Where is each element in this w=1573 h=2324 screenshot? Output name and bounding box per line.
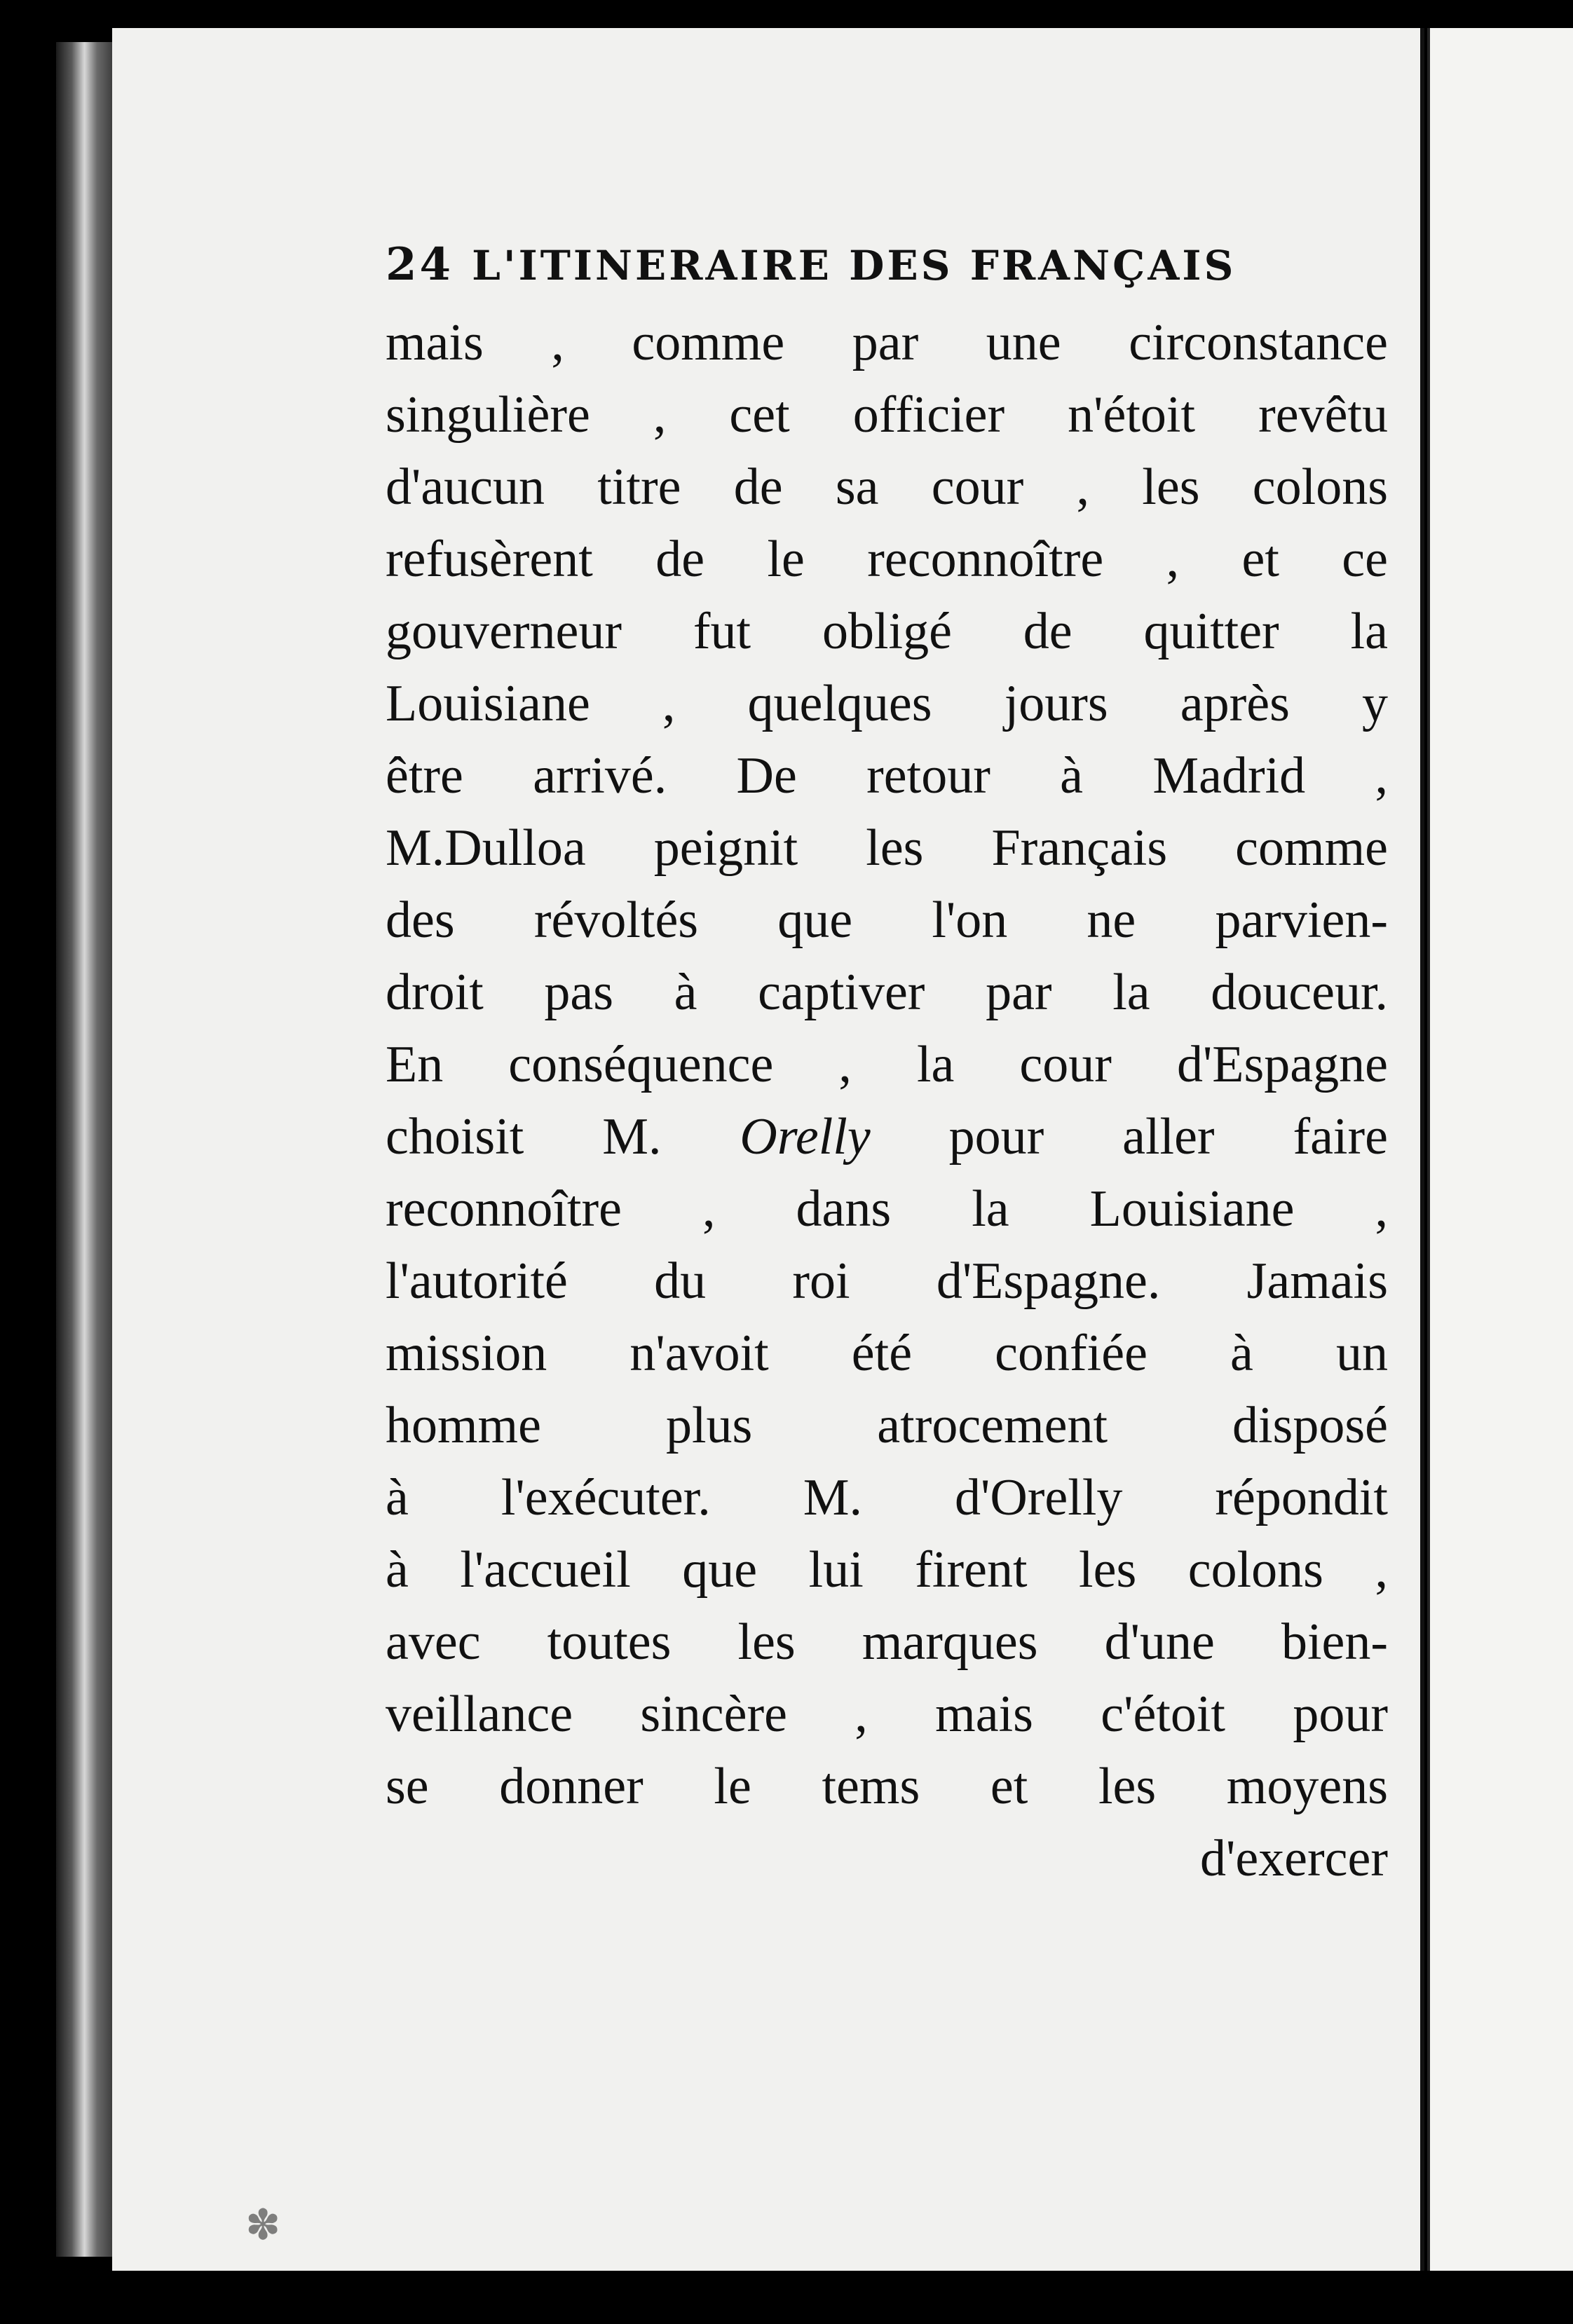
text-line: l'autorité du roi d'Espagne. Jamais bbox=[386, 1252, 1388, 1310]
text-line: Louisiane , quelques jours après y bbox=[386, 675, 1388, 732]
text-line: M.Dulloa peignit les Français comme bbox=[386, 819, 1388, 877]
line-segment: pour aller faire bbox=[870, 1108, 1388, 1166]
text-line: singulière , cet officier n'étoit revêtu bbox=[386, 386, 1388, 444]
text-line: d'aucun titre de sa cour , les colons bbox=[386, 458, 1388, 516]
text-line: être arrivé. De retour à Madrid , bbox=[386, 747, 1388, 805]
catchword-line: d'exercer bbox=[1200, 1830, 1388, 1887]
book-spine-edge bbox=[56, 42, 119, 2257]
italic-name: Orelly bbox=[740, 1108, 871, 1166]
text-line: refusèrent de le reconnoître , et ce bbox=[386, 531, 1388, 588]
line-segment: choisit M. bbox=[386, 1108, 740, 1166]
running-head bbox=[386, 238, 1388, 297]
text-line: se donner le tems et les moyens bbox=[386, 1758, 1388, 1815]
page-number: 24 bbox=[386, 238, 454, 291]
text-line: à l'accueil que lui firent les colons , bbox=[386, 1541, 1388, 1599]
text-line: mission n'avoit été confiée à un bbox=[386, 1325, 1388, 1382]
text-line: avec toutes les marques d'une bien- bbox=[386, 1613, 1388, 1671]
ink-smudge-icon: ✽ bbox=[245, 2201, 281, 2250]
running-title: L'ITINERAIRE DES FRANÇAIS bbox=[472, 242, 1237, 289]
text-line: à l'exécuter. M. d'Orelly répondit bbox=[386, 1469, 1388, 1526]
page-content bbox=[386, 238, 1388, 1895]
text-line: mais , comme par une circonstance bbox=[386, 314, 1388, 371]
text-line-with-italic bbox=[386, 1101, 1388, 1173]
text-line: gouverneur fut obligé de quitter la bbox=[386, 603, 1388, 660]
text-line: des révoltés que l'on ne parvien- bbox=[386, 891, 1388, 949]
text-line: droit pas à captiver par la douceur. bbox=[386, 964, 1388, 1021]
book-page bbox=[112, 28, 1424, 2271]
text-line: homme plus atrocement disposé bbox=[386, 1397, 1388, 1454]
text-line: veillance sincère , mais c'étoit pour bbox=[386, 1686, 1388, 1743]
text-line: reconnoître , dans la Louisiane , bbox=[386, 1180, 1388, 1238]
facing-page-edge bbox=[1427, 28, 1573, 2271]
text-line: En conséquence , la cour d'Espagne bbox=[386, 1036, 1388, 1093]
